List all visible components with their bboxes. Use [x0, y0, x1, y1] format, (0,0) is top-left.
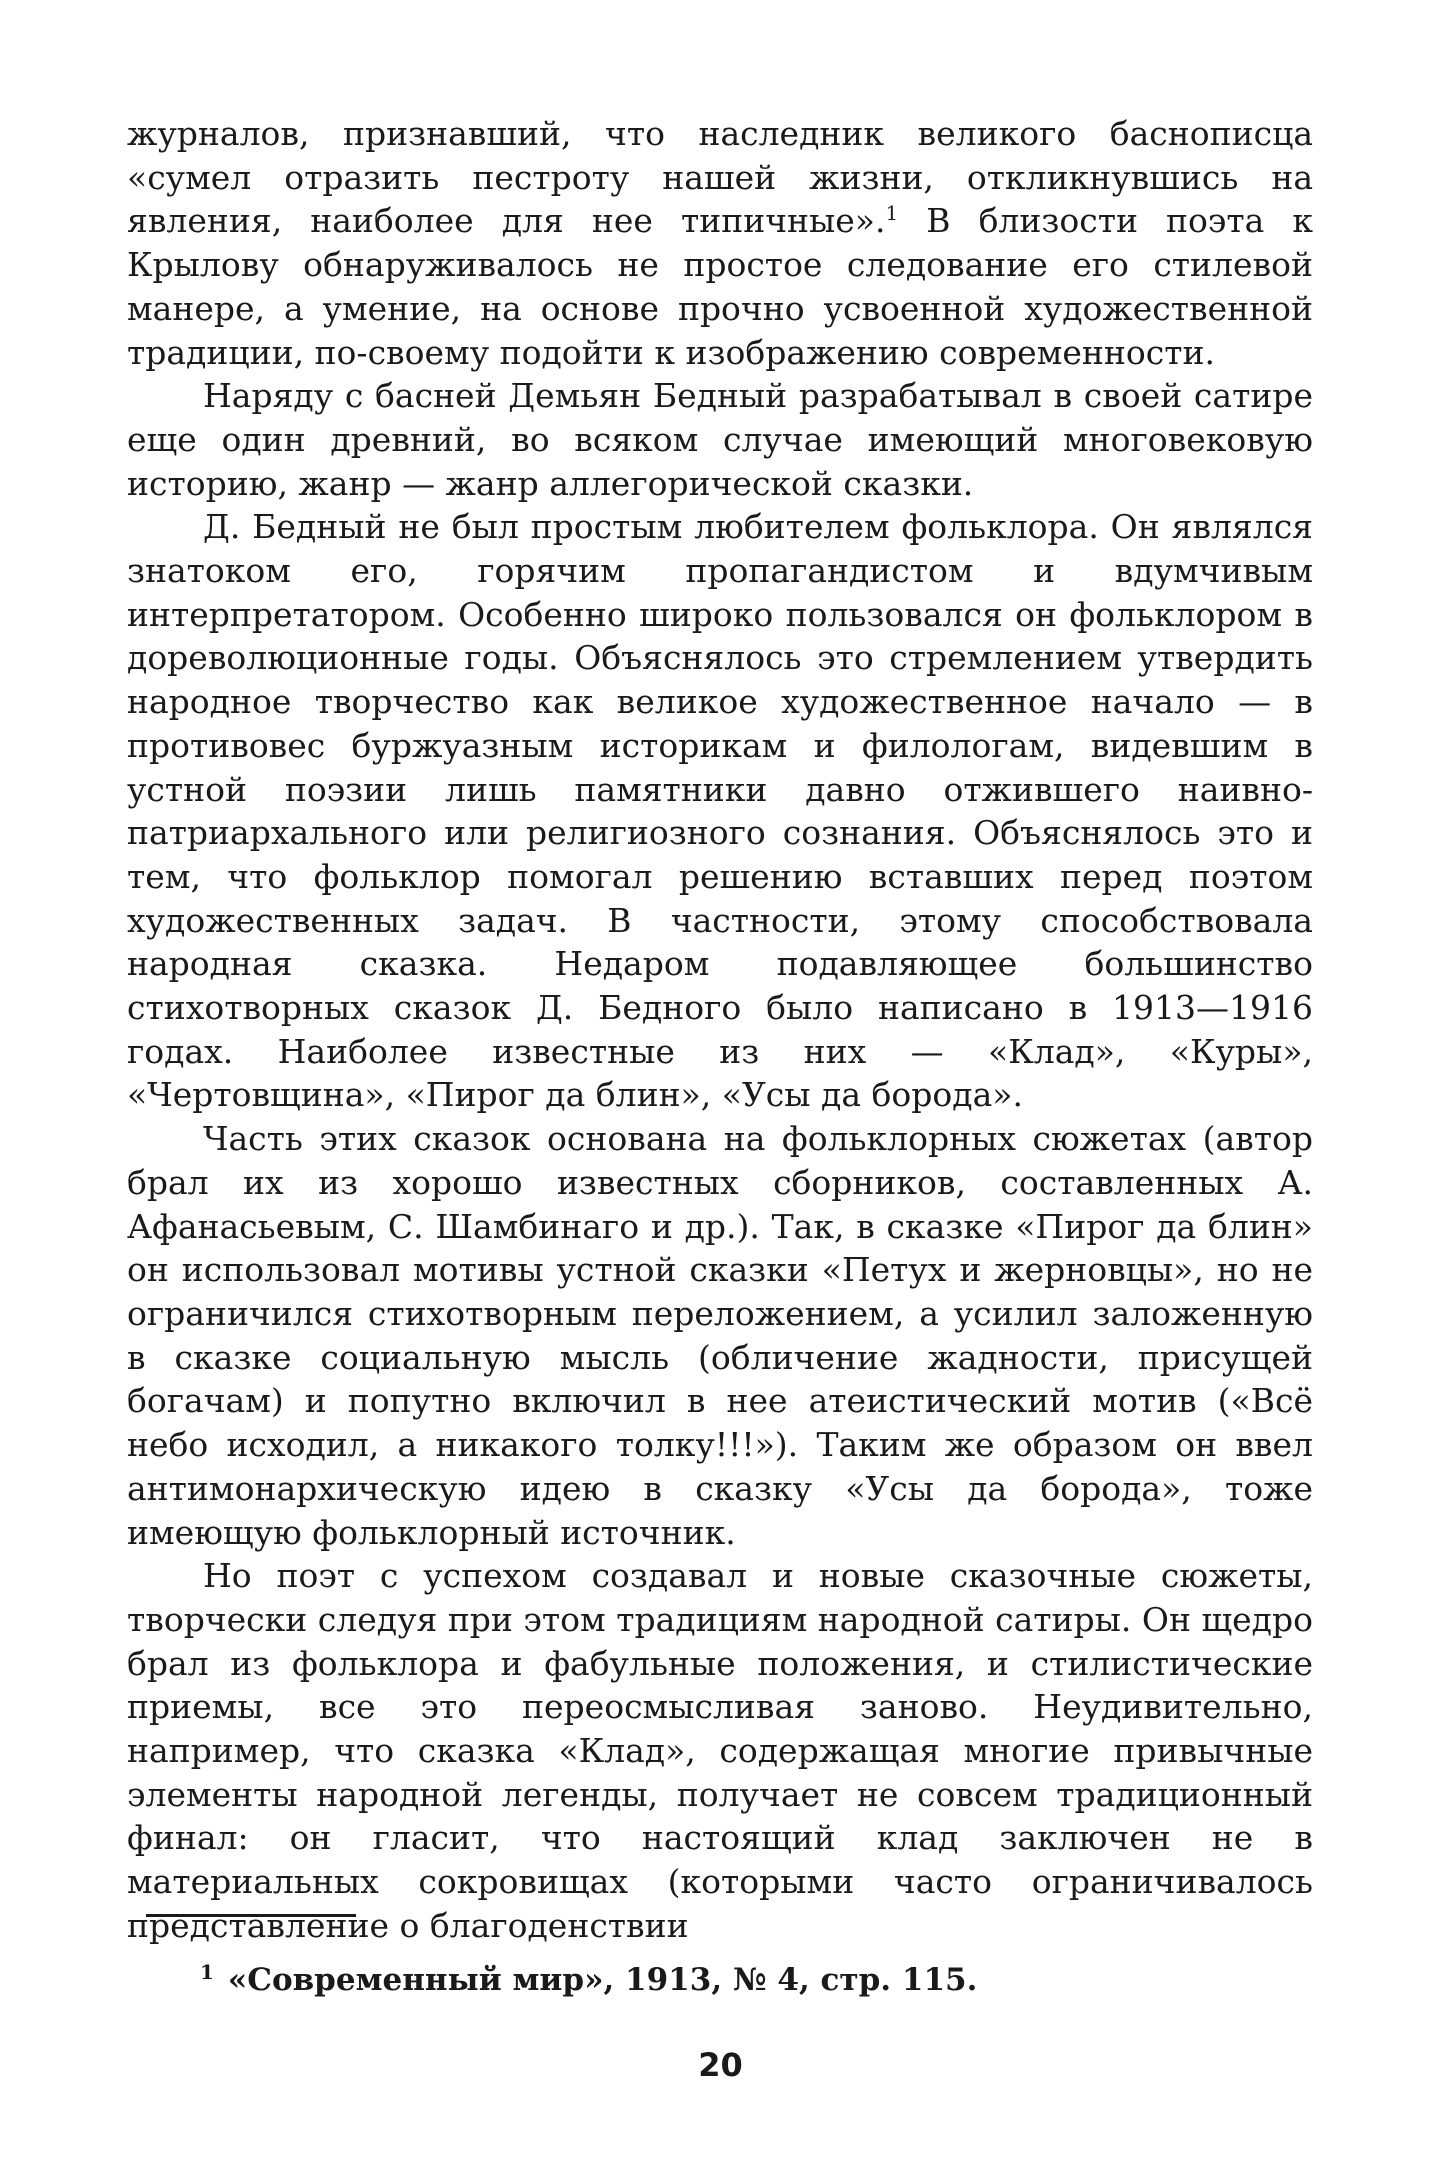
- footnote-text: «Современный мир», 1913, № 4, стр. 115.: [227, 1962, 978, 1998]
- paragraph-4: Часть этих сказок основана на фольклорных сюжетах (автор брал их из хорошо известных сборников, составленных А. Афанасьевым, С. Шамбинаго и др.). Так, в сказке «Пирог да блин» он использовал мотивы устной сказки «Петух и жерновцы», но не ограничился стихотворным переложением, а усилил заложенную в сказке социальную мысль (обличение жадности, присущей богачам) и попутно включил в нее атеистический мотив («Всё небо исходил, а никакого толку!!!»). Таким же образом он ввел антимонархическую идею в сказку «Усы да борода», тоже имеющую фольклорный источник.: [127, 1119, 1313, 1552]
- paragraph-1: [127, 112, 1313, 374]
- main-text: [127, 112, 1313, 1948]
- page-number: 20: [698, 2046, 743, 2084]
- paragraph-3: Д. Бедный не был простым любителем фольклора. Он являлся знатоком его, горячим пропагандистом и вдумчивым интерпретатором. Особенно широко пользовался он фольклором в дореволюционные годы. Объяснялось это стремлением утвердить народное творчество как великое художественное начало — в противовес буржуазным историкам и филологам, видевшим в устной поэзии лишь памятники давно отжившего наивно-патриархального или религиозного сознания. Объяснялось это и тем, что фольклор помогал решению вставших перед поэтом художественных задач. В частности, этому способствовала народная сказка. Недаром подавляющее большинство стихотворных сказок Д. Бедного было написано в 1913—1916 годах. Наиболее известные из них — «Клад», «Куры», «Чертовщина», «Пирог да блин», «Усы да борода».: [127, 507, 1313, 1115]
- paragraph-5: Но поэт с успехом создавал и новые сказочные сюжеты, творчески следуя при этом традициям народной сатиры. Он щедро брал из фольклора и фабульные положения, и стилистические приемы, все это переосмысливая заново. Неудивительно, например, что сказка «Клад», содержащая многие привычные элементы народной легенды, получает не совсем традиционный финал: он гласит, что настоящий клад заключен не в материальных сокровищах (которыми часто ограничивалось представление о благоденствии: [127, 1556, 1313, 1945]
- footnote-reference: 1: [885, 201, 899, 226]
- footnote-divider: [146, 1914, 356, 1917]
- footnote: [200, 1960, 1200, 2000]
- paragraph-2: Наряду с басней Демьян Бедный разрабатывал в своей сатире еще один древний, во всяком случае имеющий многовековую историю, жанр — жанр аллегорической сказки.: [127, 376, 1313, 503]
- footnote-mark: 1: [200, 1959, 214, 1984]
- paragraph-1-text-continued: В близости поэта к Крылову обнаруживалось не простое следование его стилевой манере, а умение, на основе прочно усвоенной художественной традиции, по-своему подойти к изображению современности.: [127, 201, 1313, 372]
- paragraph-1-text: журналов, признавший, что наследник великого баснописца «сумел отразить пестроту нашей жизни, откликнувшись на явления, наиболее для нее типичные».: [127, 114, 1313, 241]
